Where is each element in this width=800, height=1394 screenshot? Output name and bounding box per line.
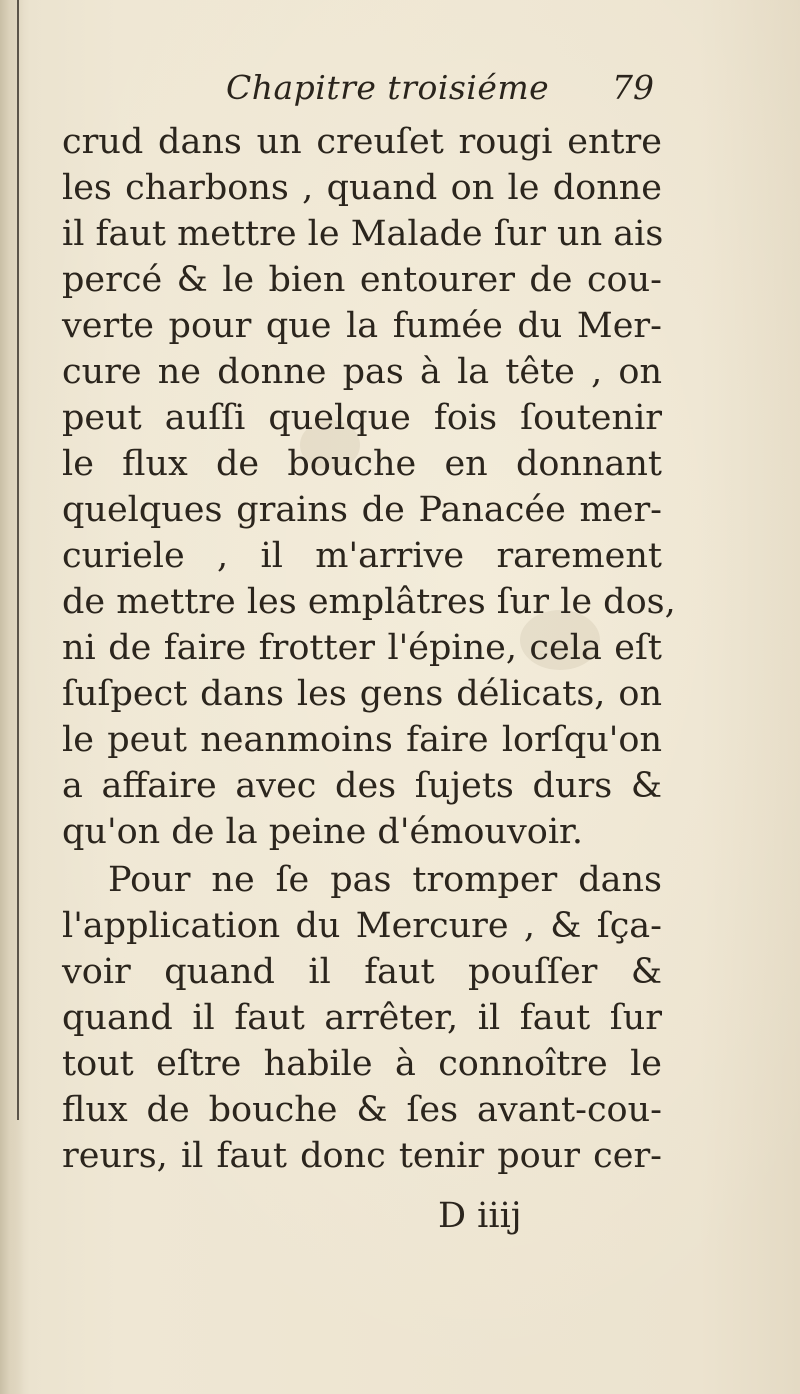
text-line: ſuſpect dans les gens délicats, on — [62, 674, 662, 714]
text-line: le flux de bouche en donnant — [62, 444, 662, 484]
text-line: ni de faire frotter l'épine, cela eſt — [62, 628, 662, 668]
signature-mark: D iiij — [438, 1196, 522, 1236]
text-line: verte pour que la fumée du Mer- — [62, 306, 662, 346]
text-line: flux de bouche & ſes avant-cou- — [62, 1090, 662, 1130]
text-line: crud dans un creuſet rougi entre — [62, 122, 662, 162]
text-line: curiele , il m'arrive rarement — [62, 536, 662, 576]
text-line: quelques grains de Panacée mer- — [62, 490, 662, 530]
text-line: tout eſtre habile à connoître le — [62, 1044, 662, 1084]
text-line: quand il faut arrêter, il faut ſur — [62, 998, 662, 1038]
text-line: cure ne donne pas à la tête , on — [62, 352, 662, 392]
text-line: l'application du Mercure , & ſça- — [62, 906, 662, 946]
text-line: peut auſſi quelque fois ſoutenir — [62, 398, 662, 438]
text-line: percé & le bien entourer de cou- — [62, 260, 662, 300]
text-line: qu'on de la peine d'émouvoir. — [62, 812, 584, 852]
text-line: a affaire avec des ſujets durs & — [62, 766, 662, 806]
text-line: reurs, il faut donc tenir pour cer- — [62, 1136, 662, 1176]
text-line: les charbons , quand on le donne — [62, 168, 662, 208]
text-line: le peut neanmoins faire lorſqu'on — [62, 720, 662, 760]
text-line: il faut mettre le Malade ſur un ais — [62, 214, 664, 254]
text-line: voir quand il faut pouſſer & — [62, 952, 662, 992]
page-number: 79 — [612, 68, 654, 107]
chapter-title: Chapitre troisiéme — [226, 68, 550, 107]
text-line: de mettre les emplâtres ſur le dos, — [62, 582, 676, 622]
text-line: Pour ne ſe pas tromper dans — [108, 860, 662, 900]
